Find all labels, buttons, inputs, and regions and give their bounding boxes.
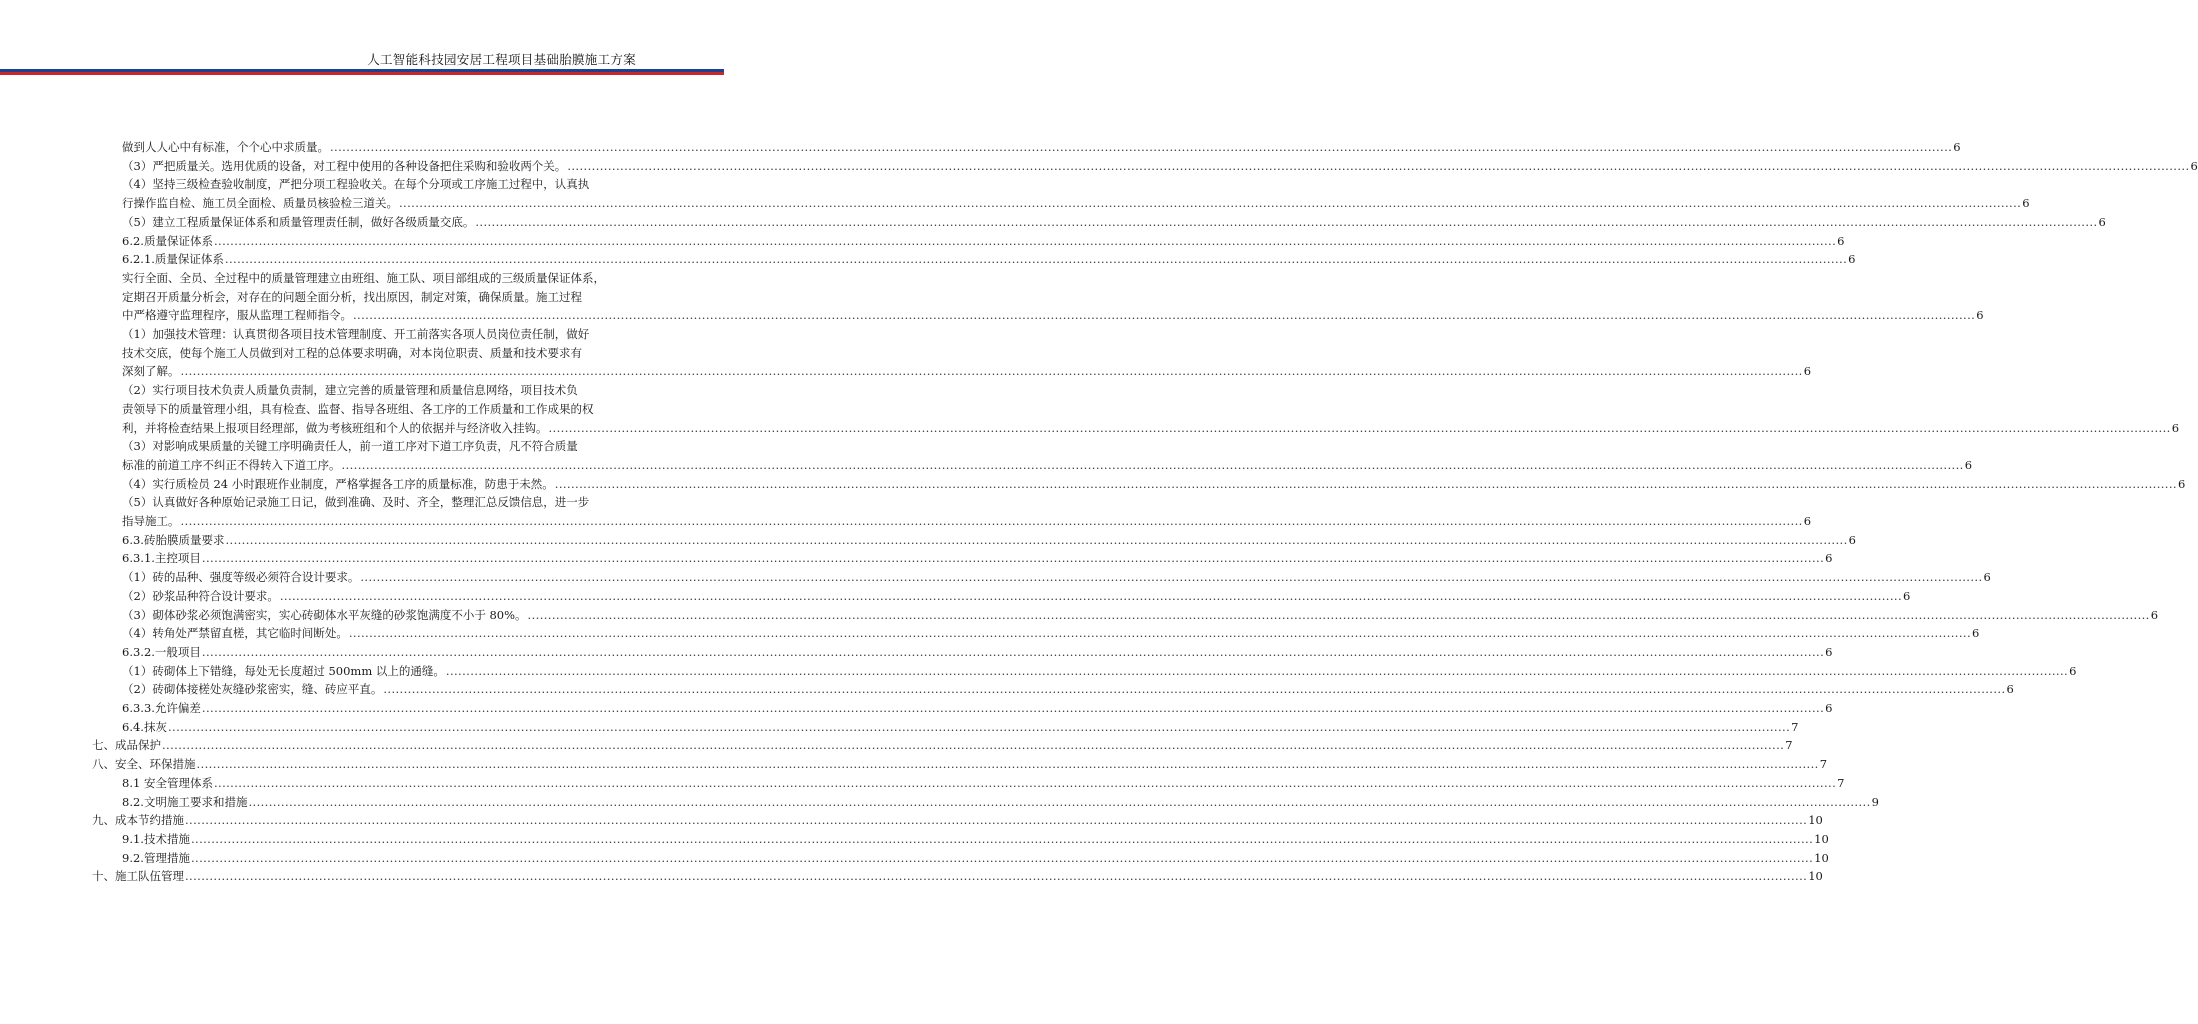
toc-entry[interactable] [122,568,1991,586]
toc-entry-title: 6.3.2.一般项目 [122,644,201,659]
toc-entry[interactable] [122,213,2106,231]
toc-entry[interactable] [122,419,2180,437]
toc-entry[interactable] [122,512,1812,530]
toc-entry[interactable] [122,362,1812,380]
toc-entry-title: 6.3.3.允许偏差 [122,701,201,715]
toc-page-number: 6 [2022,196,2030,211]
toc-page-number: 6 [2171,420,2180,435]
toc-entry-title: 行操作监自检、施工员全面检、质量员核验检三道关。 [122,196,398,211]
toc-entry[interactable] [122,849,1829,867]
toc-entry-line: 责领导下的质量管理小组，具有检查、监督、指导各班组、各工序的工作质量和工作成果的权 [122,401,594,416]
toc-entry[interactable] [122,194,2030,212]
header-rule-red [0,72,724,75]
toc-entry-title: 8.1 安全管理体系 [122,775,213,790]
toc-page-number: 6 [1837,233,1845,248]
toc-entry[interactable] [122,699,1833,717]
toc-entry[interactable] [92,867,1823,885]
leader-dots: ................................................................................................................................................................................................................................................................................................................................................................................................................ [353,308,1976,323]
leader-dots: ................................................................................................................................................................................................................................................................................................................................................................................................................ [180,364,1803,379]
toc-page-number: 7 [1785,738,1793,753]
toc-page-number: 6 [1953,140,1961,154]
leader-dots: ................................................................................................................................................................................................................................................................................................................................................................................................................ [201,551,1825,566]
leader-dots: ................................................................................................................................................................................................................................................................................................................................................................................................................ [224,252,1848,267]
toc-entry-line: （1）加强技术管理：认真贯彻各项目技术管理制度、开工前落实各项人员岗位责任制，做好 [122,327,590,341]
toc-entry[interactable] [122,138,1961,156]
toc-entry-title: （2）砖砌体接槎处灰缝砂浆密实，缝、砖应平直。 [122,682,383,697]
toc-page-number: 7 [1819,757,1828,772]
toc-entry-line: （2）实行项目技术负责人质量负责制，建立完善的质量管理和质量信息网络，项目技术负 [122,383,578,398]
toc-entry-title: 十、施工队伍管理 [92,869,184,884]
toc-entry-title: 利，并将检查结果上报项目经理部，做为考核班组和个人的依据并与经济收入挂钩。 [122,420,548,435]
leader-dots: ................................................................................................................................................................................................................................................................................................................................................................................................................ [445,663,2069,678]
toc-entry[interactable] [122,475,2186,493]
toc-entry[interactable] [122,680,2014,698]
toc-entry-title: （1）砖砌体上下错缝，每处无长度超过 500mm 以上的通缝。 [122,663,445,678]
leader-dots: ................................................................................................................................................................................................................................................................................................................................................................................................................ [248,794,1871,809]
toc-entry[interactable] [122,232,1845,250]
toc-entry-title: 标准的前道工序不纠正不得转入下道工序。 [122,457,341,472]
toc-page-number: 6 [1825,701,1833,715]
toc-entry[interactable] [122,531,1856,549]
toc-entry-title: 八、安全、环保措施 [92,757,196,772]
leader-dots: ................................................................................................................................................................................................................................................................................................................................................................................................................ [180,514,1803,528]
toc-entry-title: 9.2.管理措施 [122,850,190,865]
toc-page-number: 10 [1808,869,1823,884]
toc-entry-title: （3）严把质量关。选用优质的设备，对工程中使用的各种设备把住采购和验收两个关。 [122,158,567,173]
toc-entry[interactable] [122,662,2077,680]
toc-page-number: 7 [1837,775,1845,790]
toc-page-number: 7 [1791,719,1799,734]
leader-dots: ................................................................................................................................................................................................................................................................................................................................................................................................................ [341,457,1964,472]
leader-dots: ................................................................................................................................................................................................................................................................................................................................................................................................................ [330,140,1953,154]
toc-page-number: 6 [2069,663,2077,678]
toc-entry[interactable] [92,736,1793,754]
toc-page-number: 6 [1983,570,1991,585]
toc-page-number: 6 [1803,364,1812,379]
toc-page-number: 6 [1825,551,1833,566]
toc-entry-title: 6.3.1.主控项目 [122,551,201,566]
toc-entry-title: 九、成本节约措施 [92,813,184,828]
toc-entry[interactable] [122,587,1911,605]
toc-page-number: 9 [1871,794,1879,809]
leader-dots: ................................................................................................................................................................................................................................................................................................................................................................................................................ [162,738,1785,753]
toc-entry[interactable] [122,157,2198,175]
toc-page-number: 6 [1848,252,1856,267]
toc-entry-title: 8.2.文明施工要求和措施 [122,794,248,809]
leader-dots: ................................................................................................................................................................................................................................................................................................................................................................................................................ [548,420,2171,435]
toc-page-number: 6 [1976,308,1984,323]
header-rule [0,69,724,75]
toc-entry-title: 6.2.质量保证体系 [122,233,213,248]
toc-page-number: 6 [1825,644,1833,659]
toc-entry-title: 做到人人心中有标准，个个心中求质量。 [122,140,329,154]
toc-entry-line: （3）对影响成果质量的关键工序明确责任人，前一道工序对下道工序负责，凡不符合质量 [122,439,578,454]
toc-entry[interactable] [122,306,1984,324]
toc-entry[interactable] [122,718,1799,736]
toc-entry[interactable] [122,250,1856,268]
toc-entry-title: 深刻了解。 [122,364,180,379]
toc-entry-title: 6.3.砖胎膜质量要求 [122,532,225,547]
header-rule-blue [0,69,724,72]
toc-entry[interactable] [122,624,1980,642]
toc-entry[interactable] [122,549,1833,567]
toc-page-number: 6 [2150,607,2159,622]
toc-entry[interactable] [92,811,1823,829]
leader-dots: ................................................................................................................................................................................................................................................................................................................................................................................................................ [190,831,1814,846]
leader-dots: ................................................................................................................................................................................................................................................................................................................................................................................................................ [567,158,2190,173]
toc-entry-title: （5）建立工程质量保证体系和质量管理责任制，做好各级质量交底。 [122,214,475,229]
leader-dots: ................................................................................................................................................................................................................................................................................................................................................................................................................ [190,850,1814,865]
leader-dots: ................................................................................................................................................................................................................................................................................................................................................................................................................ [185,869,1808,884]
leader-dots: ................................................................................................................................................................................................................................................................................................................................................................................................................ [167,719,1791,734]
toc-entry-line: 定期召开质量分析会，对存在的问题全面分析，找出原因，制定对策，确保质量。施工过程 [122,289,582,304]
toc-page-number: 6 [2098,214,2106,229]
toc-entry[interactable] [122,774,1845,792]
toc-entry[interactable] [122,606,2159,624]
leader-dots: ................................................................................................................................................................................................................................................................................................................................................................................................................ [225,532,1848,547]
toc-entry-title: 6.2.1.质量保证体系 [122,252,224,267]
toc-entry-title: 6.4.抹灰 [122,719,167,734]
leader-dots: ................................................................................................................................................................................................................................................................................................................................................................................................................ [475,214,2098,229]
toc-entry-title: 七、成品保护 [92,738,161,753]
toc-page-number: 6 [1964,457,1973,472]
toc-entry-title: （4）实行质检员 24 小时跟班作业制度，严格掌握各工序的质量标准，防患于未然。 [122,476,554,491]
leader-dots: ................................................................................................................................................................................................................................................................................................................................................................................................................ [279,588,1903,603]
leader-dots: ................................................................................................................................................................................................................................................................................................................................................................................................................ [554,476,2177,491]
leader-dots: ................................................................................................................................................................................................................................................................................................................................................................................................................ [196,757,1819,772]
toc-entry-line: （4）坚持三级检查验收制度，严把分项工程验收关。在每个分项或工序施工过程中，认真执 [122,177,590,192]
toc-page-number: 6 [2006,682,2014,697]
document-header-title: 人工智能科技园安居工程项目基础胎膜施工方案 [367,52,636,67]
toc-entry[interactable] [122,793,1879,811]
toc-page-number: 6 [1903,588,1911,603]
leader-dots: ................................................................................................................................................................................................................................................................................................................................................................................................................ [185,813,1808,828]
toc-page-number: 6 [2177,476,2186,491]
toc-entry-title: （1）砖的品种、强度等级必须符合设计要求。 [122,570,360,585]
toc-entry-line: 技术交底，使每个施工人员做到对工程的总体要求明确，对本岗位职责、质量和技术要求有 [122,345,582,360]
toc-entry-title: （4）转角处严禁留直槎，其它临时间断处。 [122,626,348,641]
leader-dots: ................................................................................................................................................................................................................................................................................................................................................................................................................ [213,233,1837,248]
leader-dots: ................................................................................................................................................................................................................................................................................................................................................................................................................ [348,626,1972,641]
toc-page-number: 10 [1814,850,1829,865]
leader-dots: ................................................................................................................................................................................................................................................................................................................................................................................................................ [201,644,1825,659]
toc-entry[interactable] [122,643,1833,661]
toc-entry-title: 9.1.技术措施 [122,831,190,846]
toc-entry-title: （3）砌体砂浆必须饱满密实，实心砖砌体水平灰缝的砂浆饱满度不小于 80%。 [122,607,527,622]
toc-entry[interactable] [92,755,1828,773]
leader-dots: ................................................................................................................................................................................................................................................................................................................................................................................................................ [201,701,1825,715]
leader-dots: ................................................................................................................................................................................................................................................................................................................................................................................................................ [527,607,2150,622]
toc-entry[interactable] [122,456,1973,474]
toc-page-number: 6 [1972,626,1980,641]
leader-dots: ................................................................................................................................................................................................................................................................................................................................................................................................................ [399,196,2022,211]
toc-entry[interactable] [122,830,1829,848]
leader-dots: ................................................................................................................................................................................................................................................................................................................................................................................................................ [383,682,2006,697]
leader-dots: ................................................................................................................................................................................................................................................................................................................................................................................................................ [360,570,1983,585]
leader-dots: ................................................................................................................................................................................................................................................................................................................................................................................................................ [213,775,1837,790]
toc-entry-title: 指导施工。 [122,514,180,528]
toc-page-number: 6 [1803,514,1812,528]
toc-page-number: 10 [1808,813,1823,828]
toc-page-number: 6 [2190,158,2198,173]
toc-entry-line: （5）认真做好各种原始记录施工日记，做到准确、及时、齐全，整理汇总反馈信息，进一步 [122,495,590,510]
toc-page-number: 6 [1848,532,1856,547]
toc-entry-title: （2）砂浆品种符合设计要求。 [122,588,279,603]
toc-entry-line: 实行全面、全员、全过程中的质量管理建立由班组、施工队、项目部组成的三级质量保证体系， [122,270,605,285]
toc-page-number: 10 [1814,831,1829,846]
toc-entry-title: 中严格遵守监理程序，服从监理工程师指令。 [122,308,352,323]
